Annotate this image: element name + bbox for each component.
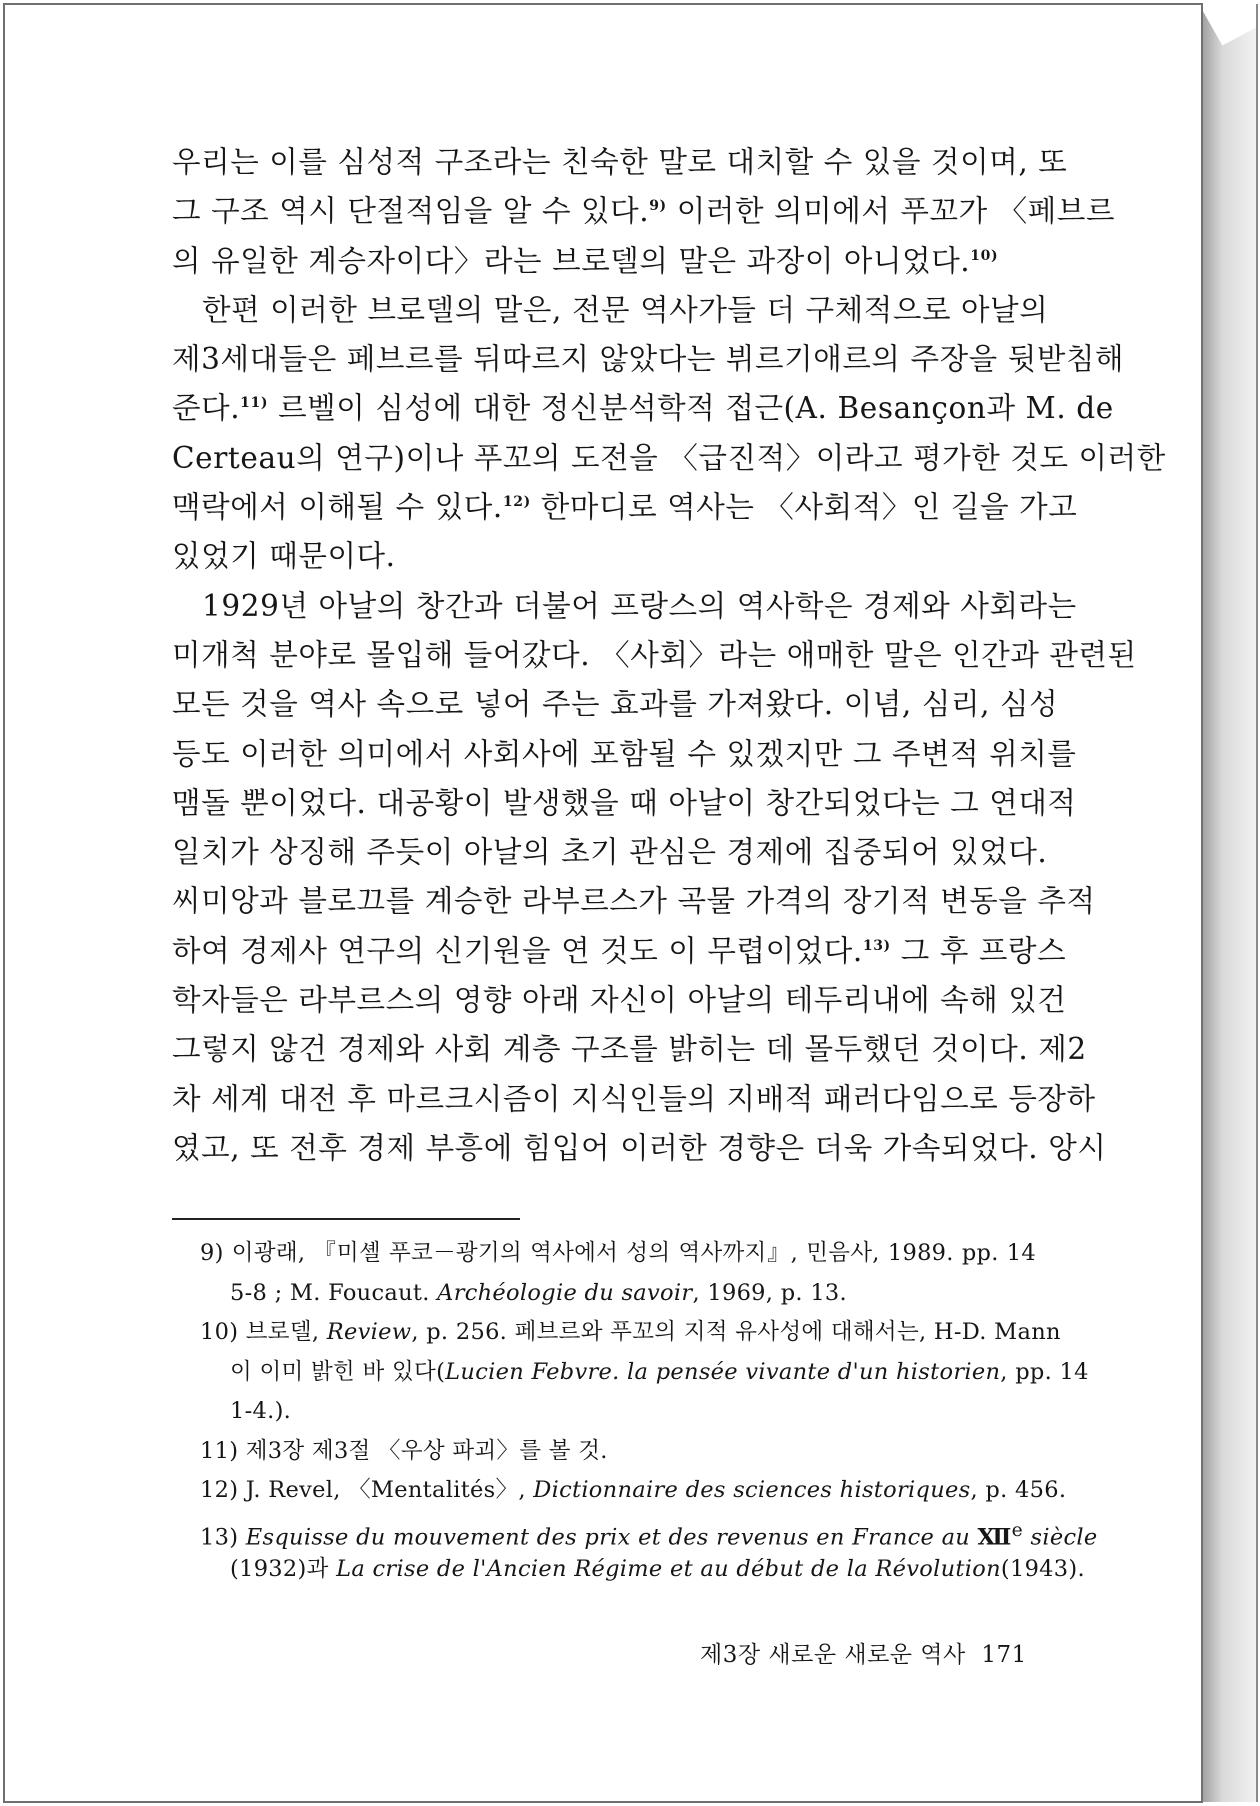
footnote-marker[interactable]: 12) — [502, 494, 531, 511]
text-line: 등도 이러한 의미에서 사회사에 포함될 수 있겠지만 그 주변적 위치를 — [172, 736, 1077, 771]
text-line: 준다.$^{11)}$ 르벨이 심성에 대한 정신분석학적 접근(A. Besançon과 M. de — [172, 391, 1114, 426]
footnote-9-cont: 5-8 ; M. Foucaut. Archéologie du savoir, 1969, p. 13. — [230, 1279, 847, 1306]
text-line: 맥락에서 이해될 수 있다.$^{12)}$ 한마디로 역사는 〈사회적〉인 길을 가고 — [172, 490, 1078, 525]
text-line: 모든 것을 역사 속으로 넣어 주는 효과를 가져왔다. 이념, 심리, 심성 — [172, 687, 1059, 722]
footnote-10-cont: 이 이미 밝힌 바 있다(Lucien Febvre. la pensée vivante d'un historien, pp. 14 — [230, 1358, 1089, 1385]
footnote-13-cont: (1932)과 La crise de l'Ancien Régime et au début de la Révolution(1943). — [230, 1556, 1085, 1582]
text-line: 맴돌 뿐이었다. 대공황이 발생했을 때 아날이 창간되었다는 그 연대적 — [172, 785, 1077, 820]
footnote-marker[interactable]: 9) — [649, 198, 667, 215]
footnote-marker[interactable]: 10) — [970, 247, 999, 264]
footnote-13: 13) Esquisse du mouvement des prix et des revenus en France au Ⅻ$^e$ siècle — [200, 1519, 1098, 1550]
footnote-9: 9) 이광래, 『미셸 푸코－광기의 역사에서 성의 역사까지』, 민음사, 1989. pp. 14 — [200, 1240, 1037, 1266]
running-footer — [700, 1636, 1027, 1669]
footnote-10-cont2: 1-4.). — [230, 1398, 292, 1424]
text-line: 일치가 상징해 주듯이 아날의 초기 관심은 경제에 집중되어 있었다. — [172, 835, 1048, 870]
footnote-divider — [172, 1218, 520, 1220]
text-line: 한편 이러한 브로델의 말은, 전문 역사가들 더 구체적으로 아날의 — [202, 292, 1049, 327]
text-line: 미개척 분야로 몰입해 들어갔다. 〈사회〉라는 애매한 말은 인간과 관련된 — [172, 637, 1137, 672]
footnote-12: 12) J. Revel, 〈Mentalités〉, Dictionnaire des sciences historiques, p. 456. — [200, 1477, 1067, 1503]
text-line: 하여 경제사 연구의 신기원을 연 것도 이 무렵이었다.$^{13)}$ 그 후 프랑스 — [172, 933, 1067, 968]
page-edge — [1196, 4, 1258, 1802]
text-line: 씨미앙과 블로끄를 계승한 라부르스가 곡물 가격의 장기적 변동을 추적 — [172, 884, 1096, 919]
body-text — [172, 138, 1166, 1173]
footnote-10: 10) 브로델, Review, p. 256. 페브르와 푸꼬의 지적 유사성에 대해서는, H-D. Mann — [200, 1319, 1061, 1345]
text-line: 1929년 아날의 창간과 더불어 프랑스의 역사학은 경제와 사회라는 — [202, 588, 1077, 623]
footnote-marker[interactable]: 13) — [862, 937, 891, 954]
text-line: 학자들은 라부르스의 영향 아래 자신이 아날의 테두리내에 속해 있건 — [172, 983, 1067, 1018]
text-line: 제3세대들은 페브르를 뒤따르지 않았다는 뷔르기애르의 주장을 뒷받침해 — [172, 342, 1125, 377]
text-line: 의 유일한 계승자이다〉라는 브로델의 말은 과장이 아니었다.$^{10)}$ — [172, 243, 999, 278]
text-line: 차 세계 대전 후 마르크시즘이 지식인들의 지배적 패러다임으로 등장하 — [172, 1081, 1096, 1116]
footnote-marker[interactable]: 11) — [240, 395, 269, 412]
text-line: 우리는 이를 심성적 구조라는 친숙한 말로 대치할 수 있을 것이며, 또 — [172, 145, 1068, 179]
text-line: 그렇지 않건 경제와 사회 계층 구조를 밝히는 데 몰두했던 것이다. 제2 — [172, 1032, 1087, 1067]
chapter-title: 제3장 새로운 새로운 역사 — [700, 1642, 966, 1668]
text-line: Certeau의 연구)이나 푸꼬의 도전을 〈급진적〉이라고 평가한 것도 이러한 — [172, 440, 1166, 475]
page-number: 171 — [981, 1642, 1027, 1668]
text-line: 그 구조 역시 단절적임을 알 수 있다.$^{9)}$ 이러한 의미에서 푸꼬가 〈페브르 — [172, 194, 1116, 229]
text-line: 였고, 또 전후 경제 부흥에 힘입어 이러한 경향은 더욱 가속되었다. 앙시 — [172, 1130, 1107, 1165]
footnote-11: 11) 제3장 제3절 〈우상 파괴〉를 볼 것. — [200, 1437, 608, 1464]
text-line: 있었기 때문이다. — [172, 539, 396, 574]
footnotes — [200, 1234, 1098, 1590]
